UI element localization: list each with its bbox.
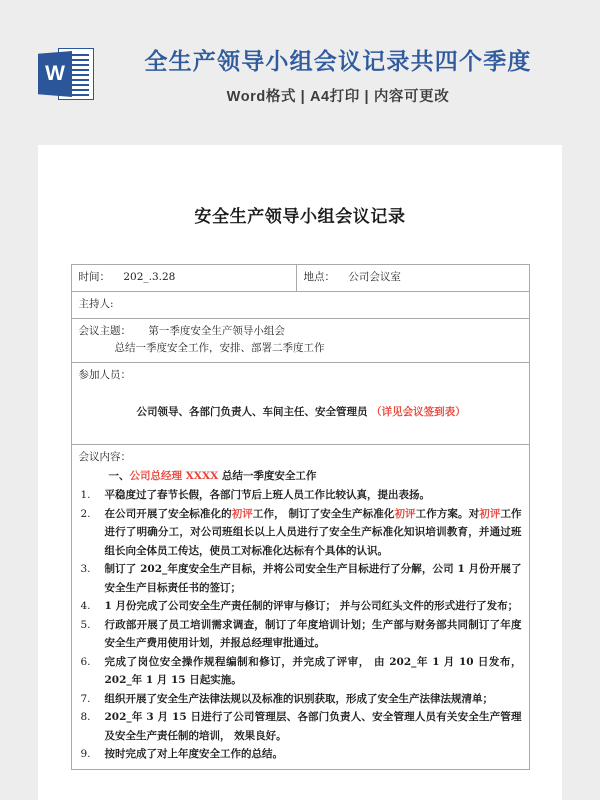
topic-value: 第一季度安全生产领导小组会: [148, 325, 285, 337]
list-item-text: 1 月份完成了公司安全生产责任制的评审与修订； 并与公司红头文件的形式进行了发布；: [104, 600, 519, 612]
content-list-item: [79, 560, 522, 597]
list-item-number: 1.: [80, 489, 91, 501]
meeting-record-table: [71, 264, 530, 770]
attendees-label: 参加人员：: [78, 369, 131, 381]
table-row-topic: [71, 319, 529, 363]
list-item-text: 平稳度过了春节长假，各部门节后上班人员工作比较认真，提出表扬。: [104, 489, 430, 501]
topic-line-1: [79, 323, 522, 340]
content-list-item: [79, 690, 522, 709]
content-list-item: [79, 708, 522, 745]
section-heading: [79, 468, 522, 485]
cell-attendees: [71, 363, 529, 445]
table-row-time-place: [71, 265, 529, 292]
banner-subtitle: Word格式 | A4打印 | 内容可更改: [226, 89, 450, 105]
attendees-note: （详见会议签到表）: [371, 406, 466, 418]
list-item-number: 5.: [80, 618, 91, 631]
list-item-number: 2.: [80, 507, 91, 520]
attendees-value: 公司领导、各部门负责人、车间主任、安全管理员: [136, 406, 368, 418]
list-item-text: 完成了岗位安全操作规程编制和修订，并完成了评审， 由 202_年 1 月 10 日发布，202_年 1 月 15 日起实施。: [104, 655, 522, 686]
table-row-content: [71, 445, 529, 770]
list-item-text: 按时完成了对上年度安全工作的总结。: [104, 748, 283, 760]
list-item-number: 8.: [80, 711, 91, 723]
table-row-attendees: [71, 363, 529, 445]
content-item-list: [79, 486, 522, 764]
word-icon-letter: W: [45, 62, 65, 85]
list-item-text: 工作方案。对: [415, 507, 480, 520]
content-list-item: [79, 597, 522, 616]
list-item-text: 在公司开展了安全标准化的: [104, 507, 232, 520]
list-item-number: 3.: [80, 563, 91, 575]
document-title: 安全生产领导小组会议记录: [194, 207, 406, 227]
list-item-number: 9.: [80, 748, 91, 760]
list-item-text: 行政部开展了员工培训需求调查，制订了年度培训计划；生产部与财务部共同制订了年度安全生产费用使用计划，并报总经理审批通过。: [104, 618, 522, 649]
section-heading-prefix: 一、: [108, 470, 130, 482]
time-value: 202_.3.28: [123, 271, 176, 283]
list-item-text: 制订了 202_年度安全生产目标，并将公司安全生产目标进行了分解，公司 1 月份开展了安全生产目标责任书的签订；: [104, 563, 522, 594]
topic-label: 会议主题：: [78, 325, 131, 337]
word-document-icon: [36, 46, 96, 104]
time-label: 时间：: [78, 271, 110, 283]
list-item-number: 7.: [80, 692, 91, 705]
list-item-number: 4.: [80, 600, 91, 612]
content-list-item: [79, 745, 522, 764]
content-list-item: [79, 486, 522, 505]
highlighted-term: 初评: [479, 507, 501, 520]
table-row-host: [71, 292, 529, 319]
place-value: 公司会议室: [348, 271, 401, 283]
banner-text-group: [104, 44, 572, 106]
section-heading-rest: 总结一季度安全工作: [221, 470, 317, 482]
place-label: 地点：: [303, 271, 335, 283]
content-list-item: [79, 653, 522, 690]
content-list-item: [79, 616, 522, 653]
highlighted-term: 初评: [394, 507, 416, 520]
banner-title: 全生产领导小组会议记录共四个季度: [144, 48, 532, 74]
cell-time: [71, 265, 296, 292]
content-list-item: [79, 505, 522, 561]
cell-host: 主持人:: [71, 292, 529, 319]
list-item-text: 工作进行了明确分工，对公司班组长以上人员进行了安全生产标准化知识培训教育，并通过班组长向全体员工传达，使员工对标准化达标有个具体的认识。: [104, 507, 522, 557]
list-item-number: 6.: [80, 655, 91, 668]
section-heading-red: 公司总经理 XXXX: [129, 470, 219, 482]
content-label: 会议内容：: [78, 451, 131, 463]
cell-place: [296, 265, 529, 292]
preview-banner: [0, 0, 600, 145]
list-item-text: 工作， 制订了安全生产标准化: [252, 507, 395, 520]
list-item-text: 组织开展了安全生产法律法规以及标准的识别获取，形成了安全生产法律法规清单；: [104, 692, 493, 705]
attendees-body: [79, 384, 522, 439]
document-page: [38, 145, 562, 800]
list-item-text: 202_年 3 月 15 日进行了公司管理层、各部门负责人、安全管理人员有关安全生产管理及安全生产责任制的培训， 效果良好。: [104, 711, 522, 742]
topic-line-2: 总结一季度安全工作，安排、部署二季度工作: [114, 342, 325, 354]
cell-content: [71, 445, 529, 770]
cell-topic: [71, 319, 529, 363]
highlighted-term: 初评: [231, 507, 253, 520]
